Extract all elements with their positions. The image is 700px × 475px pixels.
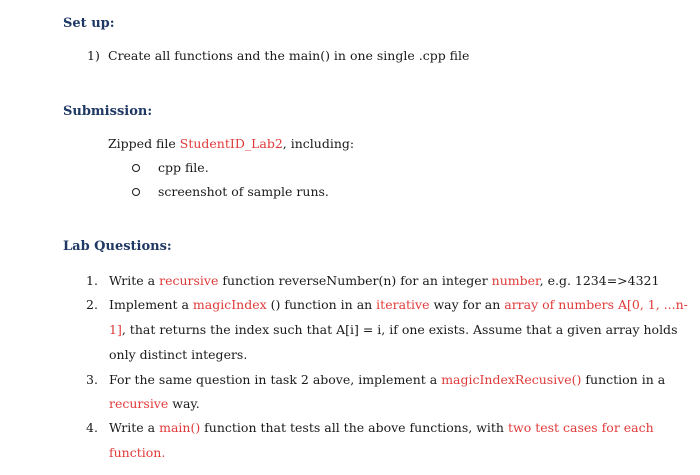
lab-questions-heading: Lab Questions:	[63, 239, 172, 254]
question-text-line-1: Write a main() function that tests all the above functions, with two test cases for each	[109, 420, 654, 435]
question-number: 3.	[86, 372, 98, 387]
question-number: 4.	[86, 420, 98, 435]
submission-bullet-1	[132, 160, 209, 176]
setup-item-number: 1)	[87, 48, 100, 63]
question-text: Write a recursive function reverseNumber(n) for an integer number, e.g. 1234=>4321	[109, 273, 660, 288]
submission-bullet-2	[132, 184, 329, 200]
question-number: 2.	[86, 297, 98, 312]
bullet-text: cpp file.	[157, 160, 209, 175]
zipped-suffix: , including:	[282, 136, 355, 151]
bullet-circle-icon	[132, 164, 140, 172]
question-text-line-1: Implement a magicIndex () function in an iterative way for an array of numbers A[0, 1, ...n-	[109, 297, 688, 312]
zipped-file-line	[108, 136, 354, 152]
question-number: 1.	[86, 273, 98, 288]
zipped-file-name: StudentID_Lab2	[179, 136, 283, 151]
bullet-circle-icon	[132, 188, 140, 196]
submission-heading: Submission:	[63, 104, 153, 119]
question-2-line-3: only distinct integers.	[109, 347, 248, 362]
zipped-prefix: Zipped file	[108, 136, 180, 151]
question-3-line-2: recursive way.	[109, 396, 200, 411]
setup-heading: Set up:	[63, 16, 115, 31]
question-4-line-2: function.	[109, 445, 166, 460]
bullet-text: screenshot of sample runs.	[157, 184, 329, 199]
setup-item-text: Create all functions and the main() in one single .cpp file	[108, 48, 470, 63]
question-2-line-2: 1], that returns the index such that A[i] = i, if one exists. Assume that a given array holds	[109, 322, 678, 337]
question-text-line-1: For the same question in task 2 above, implement a magicIndexRecusive() function in a	[109, 372, 666, 387]
